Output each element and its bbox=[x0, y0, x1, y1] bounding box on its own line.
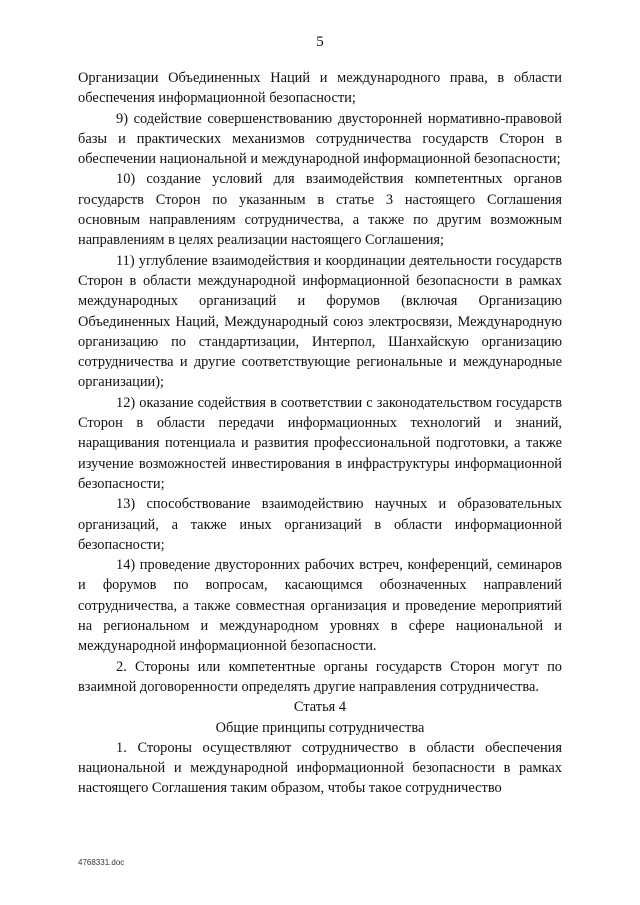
paragraphs-after bbox=[78, 738, 562, 799]
paragraph: 10) создание условий для взаимодействия компетентных органов государств Сторон по указанным в статье 3 настоящего Соглашения основным направлениям сотрудничества, а также по другим возможным направлениям в целях реализации настоящего Соглашения; bbox=[78, 171, 562, 249]
footer-filename: 4768331.doc bbox=[78, 858, 125, 867]
document-body bbox=[78, 68, 562, 799]
paragraphs-before bbox=[78, 68, 562, 697]
paragraph: 11) углубление взаимодействия и координации деятельности государств Сторон в области международной информационной безопасности в рамках международных организаций и форумов (включая Организацию Объединенных Наций, Международный союз электросвязи, Международную организацию по стандартизации, Интерпол, Шанхайскую организацию сотрудничества и другие соответствующие региональные и международные организации); bbox=[78, 252, 562, 391]
paragraph: 14) проведение двусторонних рабочих встреч, конференций, семинаров и форумов по вопросам, касающимся обозначенных направлений сотрудничества, а также совместная организация и проведение мероприятий на региональном и международном уровнях в сфере национальной и международной информационной безопасности. bbox=[78, 557, 562, 655]
paragraph: 9) содействие совершенствованию двусторонней нормативно-правовой базы и практических механизмов сотрудничества государств Сторон в обеспечении национальной и международной информационной безопасности; bbox=[78, 110, 562, 168]
article-number: Статья 4 bbox=[293, 699, 347, 716]
paragraph: 1. Стороны осуществляют сотрудничество в области обеспечения национальной и международной информационной безопасности в рамках настоящего Соглашения таким образом, чтобы такое сотрудничество bbox=[78, 739, 562, 797]
paragraph: Организации Объединенных Наций и международного права, в области обеспечения информационной безопасности; bbox=[78, 70, 562, 107]
paragraph: 13) способствование взаимодействию научных и образовательных организаций, а также иных организаций в области информационной безопасности; bbox=[78, 496, 562, 553]
paragraph: 2. Стороны или компетентные органы государств Сторон могут по взаимной договоренности определять другие направления сотрудничества. bbox=[78, 658, 562, 695]
article-title: Общие принципы сотрудничества bbox=[215, 719, 425, 736]
paragraph: 12) оказание содействия в соответствии с законодательством государств Сторон в области передачи информационных технологий и знаний, наращивания потенциала и развития профессиональной подготовки, а также изучение возможностей инвестирования в инфраструктуры информационной безопасности; bbox=[78, 394, 562, 492]
page-number: 5 bbox=[316, 34, 324, 50]
